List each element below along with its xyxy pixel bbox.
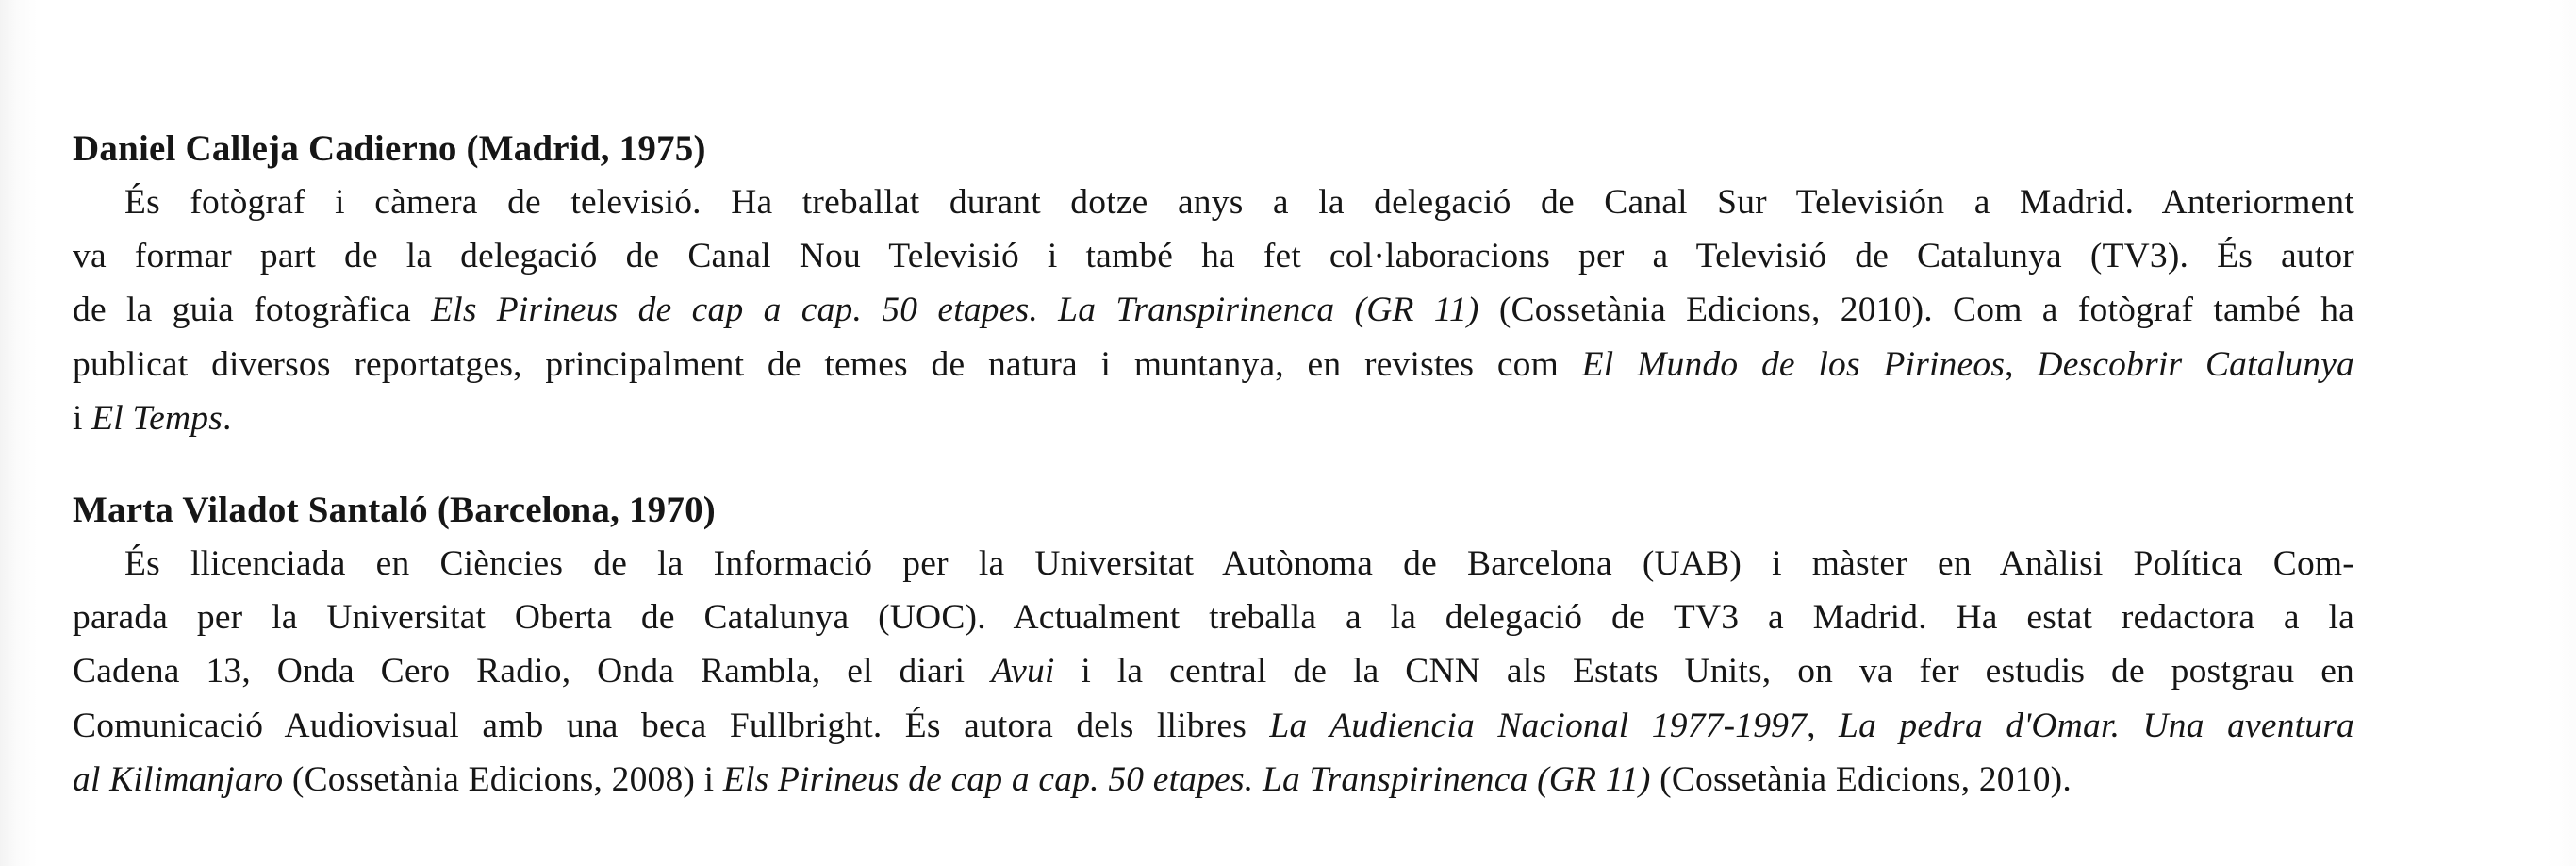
bio-line: de la guia fotogràfica Els Pirineus de cap a cap. 50 etapes. La Transpirinenca (GR 11) (Cossetània Edicions, 2010). Com a fotògraf també ha	[73, 291, 2354, 330]
author-bio-marta-viladot	[73, 484, 2354, 807]
book-title: La pedra d'Omar. Una aventura	[1839, 706, 2354, 745]
author-bio-daniel-calleja	[73, 123, 2354, 445]
bio-line: Comunicació Audiovisual amb una beca Fullbright. És autora dels llibres La Audiencia Nacional 1977-1997, La pedra d'Omar. Una aventura	[73, 706, 2354, 745]
newspaper-title: Avui	[991, 652, 1055, 691]
bio-line: al Kilimanjaro (Cossetània Edicions, 2008) i Els Pirineus de cap a cap. 50 etapes. La Transpirinenca (GR 11) (Cossetània Edicions, 2010).	[73, 759, 2072, 799]
magazine-title: El Temps	[91, 398, 223, 438]
bio-line: Cadena 13, Onda Cero Radio, Onda Rambla, el diari Avui i la central de la CNN als Estats Units, on va fer estudis de postgrau en	[73, 652, 2354, 691]
bio-line: i El Temps.	[73, 398, 232, 438]
bio-heading: Daniel Calleja Cadierno (Madrid, 1975)	[73, 128, 706, 169]
bio-heading: Marta Viladot Santaló (Barcelona, 1970)	[73, 490, 716, 530]
book-title: al Kilimanjaro	[73, 759, 284, 799]
bio-line: va formar part de la delegació de Canal Nou Televisió i també ha fet col·laboracions per a Televisió de Catalunya (TV3). És autor	[73, 237, 2354, 276]
bio-line: És llicenciada en Ciències de la Informació per la Universitat Autònoma de Barcelona (UAB) i màster en Anàlisi Política Com-	[124, 544, 2354, 583]
bio-line: parada per la Universitat Oberta de Catalunya (UOC). Actualment treballa a la delegació de TV3 a Madrid. Ha estat redactora a la	[73, 598, 2354, 638]
magazine-title: Descobrir Catalunya	[2037, 344, 2354, 384]
bio-line: És fotògraf i càmera de televisió. Ha treballat durant dotze anys a la delegació de Canal Sur Televisión a Madrid. Anteriorment	[124, 183, 2354, 222]
book-title: Els Pirineus de cap a cap. 50 etapes. La Transpirinenca (GR 11)	[722, 759, 1651, 799]
magazine-title: El Mundo de los Pirineos	[1581, 344, 2006, 384]
book-title: Els Pirineus de cap a cap. 50 etapes. La Transpirinenca (GR 11)	[431, 291, 1479, 330]
book-title: La Audiencia Nacional 1977-1997	[1269, 706, 1808, 745]
bio-line: publicat diversos reportatges, principalment de temes de natura i muntanya, en revistes com El Mundo de los Pirineos, Descobrir Catalunya	[73, 344, 2354, 384]
